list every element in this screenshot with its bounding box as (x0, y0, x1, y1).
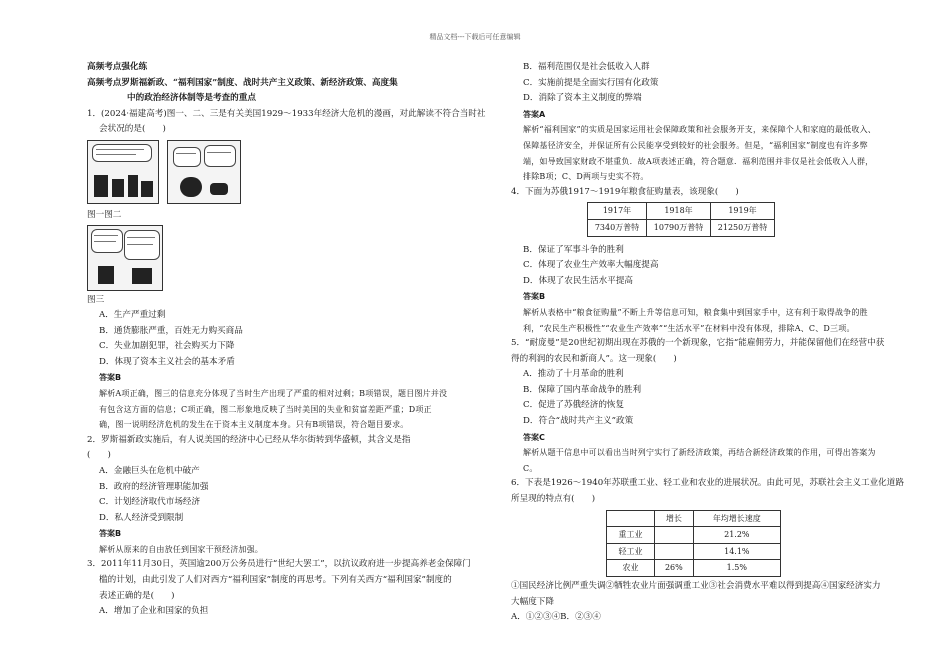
explanation-3: 端，如导致国家财政不堪重负．故A项表述正确，符合题意．福利范围并非仅是社会低收入人群， (523, 156, 874, 166)
answer-4: 答案B (523, 292, 546, 302)
option-b: B．政府的经济管理职能加强 (99, 481, 209, 492)
answer-3: 答案A (523, 109, 546, 119)
table-row (607, 527, 781, 544)
answer-2: 答案B (99, 529, 122, 539)
table-cell: 农业 (607, 560, 655, 577)
industry-growth-table (606, 510, 781, 577)
option-d: D．体现了农民生活水平提高 (523, 275, 634, 286)
topic-line: 高频考点罗斯福新政、“福利国家”制度、战时共产主义政策、新经济政策、高度集 (87, 77, 398, 88)
question-1-cont: 会状况的是( ) (99, 124, 166, 135)
answer-1: 答案B (99, 373, 122, 383)
explanation-5: 解析从题干信息中可以看出当时列宁实行了新经济政策，再结合新经济政策的作用，可得出答案为 (523, 448, 876, 458)
question-5-cont: 得的利润的农民和新商人”。这一现象( ) (511, 353, 677, 364)
option-c: C．体现了农业生产效率大幅度提高 (523, 260, 659, 271)
question-5: 5．“耐庞曼”是20世纪初期出现在苏俄的一个新现象，它指“能雇佣劳力，并能保留他们在经营中获 (511, 338, 885, 349)
explanation-1: 解析A项正确，图三的信息充分体现了当时生产出现了严重的相对过剩；B项错误，题目图片并没 (99, 388, 448, 398)
explanation-3: 解析“福利国家”的实质是国家运用社会保障政策和社会服务开支，来保障个人和家庭的最低收入、 (523, 125, 876, 135)
option-a: A．生产严重过剩 (99, 309, 166, 320)
explanation-3: 保障基径济安全，并保证所有公民能享受到较好的社会服务。但是，“福利国家”制度也有许多弊 (523, 140, 868, 150)
explanation-1: 确，图一说明经济危机的发生在于资本主义制度本身。只有B项错误，符合题目要求。 (99, 420, 409, 430)
table-cell: 增长 (655, 510, 694, 527)
question-6-statements: ①国民经济比例严重失调②牺牲农业片面强调重工业③社会消费水平难以得到提高④国家经济实力 (511, 581, 881, 591)
table-cell: 7340万普特 (588, 219, 647, 236)
table-row (607, 510, 781, 527)
answer-5: 答案C (523, 432, 545, 442)
option-c: C．计划经济取代市场经济 (99, 497, 201, 508)
option-d: D．体现了资本主义社会的基本矛盾 (99, 356, 235, 367)
cartoon-figure-2 (167, 140, 241, 204)
option-c: C．促进了苏俄经济的恢复 (523, 400, 625, 411)
explanation-4: 解析从表格中“粮食征购量”不断上升等信息可知，粮食集中到国家手中，这有利于取得战争的胜 (523, 307, 868, 317)
explanation-3: 排除B项；C、D两项与史实不符。 (523, 172, 649, 182)
table-cell: 21.2% (693, 527, 780, 544)
question-2: 2．罗斯福新政实施后，有人说美国的经济中心已经从华尔街转到华盛顿，其含义是指 (87, 434, 411, 445)
topic-line: 中的政治经济体制等是考查的重点 (127, 93, 256, 104)
table-row (607, 543, 781, 560)
table-cell: 14.1% (693, 543, 780, 560)
table-cell (655, 527, 694, 544)
table-cell: 轻工业 (607, 543, 655, 560)
option-d: D．消除了资本主义制度的弊端 (523, 93, 642, 104)
option-b: B．通货膨胀严重，百姓无力购买商品 (99, 325, 243, 336)
table-cell: 1.5% (693, 560, 780, 577)
table-row (588, 219, 775, 236)
left-column (87, 60, 486, 620)
table-cell: 年均增长速度 (693, 510, 780, 527)
table-cell: 21250万普特 (711, 219, 775, 236)
table-cell: 1917年 (588, 203, 647, 220)
figure-caption: 图一图二 (87, 209, 122, 220)
question-6: 6．下表是1926～1940年苏联重工业、轻工业和农业的进展状况。由此可见，苏联社会主义工业化道路 (511, 478, 904, 489)
table-row (588, 203, 775, 220)
option-c: C．实施前提是全面实行国有化政策 (523, 77, 659, 88)
grain-table-wrap (511, 202, 781, 236)
growth-table-wrap (511, 510, 781, 577)
table-cell (655, 543, 694, 560)
question-6-cont: 所呈现的特点有( ) (511, 494, 596, 505)
option-a: A．金融巨头在危机中破产 (99, 465, 200, 476)
table-cell: 1918年 (647, 203, 711, 220)
table-cell: 10790万普特 (647, 219, 711, 236)
cartoon-figure-1 (87, 140, 159, 204)
right-column (511, 60, 904, 626)
question-6-options: A．①②③④B．②③④ (511, 612, 601, 623)
question-2-cont: ( ) (87, 450, 111, 461)
option-c: C．失业加剧犯罪，社会购买力下降 (99, 341, 235, 352)
page-header: 精品文档---下载后可任意编辑 (429, 33, 521, 41)
cartoon-figures-1-2 (87, 138, 467, 208)
option-b: B．保障了国内革命战争的胜利 (523, 384, 642, 395)
cartoon-figure-3-wrap (87, 223, 467, 293)
option-a: A．增加了企业和国家的负担 (99, 606, 209, 617)
table-row (607, 560, 781, 577)
table-cell: 26% (655, 560, 694, 577)
question-3-cont: 槛的计划，由此引发了人们对西方“福利国家”制度的再思考。下列有关西方“福利国家”制度的 (99, 575, 452, 586)
option-b: B．保证了军事斗争的胜利 (523, 244, 624, 255)
option-d: D．符合“战时共产主义”政策 (523, 416, 634, 427)
cartoon-figure-3 (87, 225, 163, 291)
option-d: D．私人经济受到限制 (99, 512, 184, 523)
option-b: B．福利范围仅是社会低收入人群 (523, 62, 650, 72)
table-cell: 1919年 (711, 203, 775, 220)
section-title: 高频考点强化练 (87, 62, 148, 72)
option-a: A．推动了十月革命的胜利 (523, 369, 624, 380)
figure-caption: 图三 (87, 294, 105, 305)
explanation-2: 解析从原来的自由放任到国家干预经济加强。 (99, 544, 263, 554)
table-cell (607, 510, 655, 527)
explanation-4: 利，“农民生产积极性”“农业生产效率”“生活水平”在材料中没有体现，排除A、C、D三项。 (523, 323, 855, 333)
question-3: 3．2011年11月30日，英国逾200万公务员进行“世纪大罢工”，以抗议政府进一步提高养老金保障门 (87, 559, 471, 570)
table-cell: 重工业 (607, 527, 655, 544)
grain-purchase-table (587, 202, 775, 236)
question-3-cont: 表述正确的是( ) (99, 590, 175, 601)
explanation-1: 有包含这方面的信息；C项正确，图二形象地反映了当时美国的失业和贫富差距严重；D项正 (99, 404, 432, 414)
question-6-statements-cont: 大幅度下降 (511, 596, 554, 607)
question-1: 1．(2024·福建高考)图一、二、三是有关美国1929～1933年经济大危机的漫画，对此解读不符合当时社 (87, 108, 486, 119)
explanation-5: C。 (523, 463, 538, 473)
question-4: 4．下面为苏俄1917～1919年粮食征购量表，该现象( ) (511, 186, 739, 197)
